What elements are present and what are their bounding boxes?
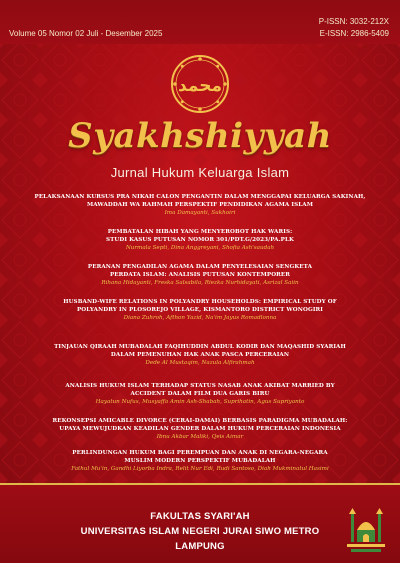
article-title-line: PERDATA ISLAM: ANALISIS PUTUSAN KONTEMPORER [109,272,291,278]
article-authors: Hayatun Nufus, Musyaffa Amin Ash-Shabah, Suprihatin, Agus Supriyanto [95,399,305,405]
article-entry [20,417,380,441]
article-entry [20,382,380,406]
article-entry [20,298,380,322]
article-authors: Nurmala Septi, Dina Anggreyani, Shofia Ash'saudah [125,245,275,251]
emblem-calligraphy: محمد [178,76,222,96]
article-title-line: PERANAN PENGADILAN AGAMA DALAM PENYELESAIAN SENGKETA [87,264,313,270]
article-authors: Ibnu Akbar Maliki, Qeis Aimar [156,434,244,440]
publisher-footer [0,485,400,563]
article-entry [20,228,380,252]
article-authors: Diana Zuhroh, Afthon Yazid, Na'im Jayus Romadlonna [123,315,277,321]
article-title-line: DALAM PEMENUHAN HAK ANAK PASCA PERCERAIAN [110,352,290,358]
muhammad-emblem-icon [170,54,230,114]
article-title-line: HUSBAND-WIFE RELATIONS IN POLYANDRY HOUSEHOLDS: EMPIRICAL STUDY OF [63,299,337,305]
faculty-name: FAKULTAS SYARI'AH [150,511,250,522]
article-entry [20,449,380,473]
article-title-line: MUSLIM MODERN PERSPEKTIF MUBADALAH [124,458,276,464]
article-title-line: TINJAUAN QIRAAH MUBADALAH FAQIHUDDIN ABDUL KODIR DAN MAQASHID SYARIAH [54,344,346,350]
journal-title: Syakhshiyyah [68,116,332,156]
article-title-line: STUDI KASUS PUTUSAN NOMOR 301/PDT.G/2023/PA.PLK [106,237,294,243]
article-authors: Rihana Hidayanti, Freska Salsabila, Riezka Nurhidayati, Asrizal Saiin [101,280,299,286]
article-title-line: PELAKSANAAN KURSUS PRA NIKAH CALON PENGANTIN DALAM MENGGAPAI KELUARGA SAKINAH, [34,194,366,200]
article-title-line: PEMBATALAN HIBAH YANG MENYEROBOT HAK WARIS: [107,229,293,235]
article-title-line: POLYANDRY IN PLOSOREJO VILLAGE, KISMANTORO DISTRICT WONOGIRI [76,307,324,313]
article-entry [20,263,380,287]
journal-subtitle: Jurnal Hukum Keluarga Islam [110,165,290,180]
article-authors: Ima Damayanti, Sukhoiri [164,210,236,216]
university-logo-icon [345,508,387,554]
e-issn: E-ISSN: 2986-5409 [319,29,389,38]
article-entry [20,343,380,367]
article-title-line: ACCIDENT DALAM FILM DUA GARIS BIRU [130,391,270,397]
city-name: LAMPUNG [175,541,225,552]
article-title-line: UPAYA MEWUJUDKAN KEADILAN GENDER DALAM HUKUM PERCERAIAN INDONESIA [59,426,341,432]
header-bar [0,0,400,44]
article-authors: Dede Al Mustaqim, Nazula Alfirahmah [145,360,255,366]
article-title-line: REKONSEPSI AMICABLE DIVORCE (CERAI-DAMAI) BERBASIS PARADIGMA MUBADALAH: [52,418,348,424]
article-entry [20,193,380,217]
university-name: UNIVERSITAS ISLAM NEGERI JURAI SIWO METRO [80,526,320,537]
article-title-line: ANALISIS HUKUM ISLAM TERHADAP STATUS NASAB ANAK AKIBAT MARRIED BY [65,383,335,389]
article-title-line: MAWADDAH WA RAHMAH PERSPEKTIF PENDIDIKAN AGAMA ISLAM [86,202,314,208]
article-title-line: PERLINDUNGAN HUKUM BAGI PEREMPUAN DAN ANAK DI NEGARA-NEGARA [72,450,328,456]
p-issn: P-ISSN: 3032-212X [318,17,389,26]
article-authors: Fathul Mu'in, Gandhi Liyorba Indra, Relit Nur Edi, Rudi Santoso, Diah Mukminatul Hasimi [71,466,329,472]
volume-info: Volume 05 Nomor 02 Juli - Desember 2025 [9,29,163,38]
